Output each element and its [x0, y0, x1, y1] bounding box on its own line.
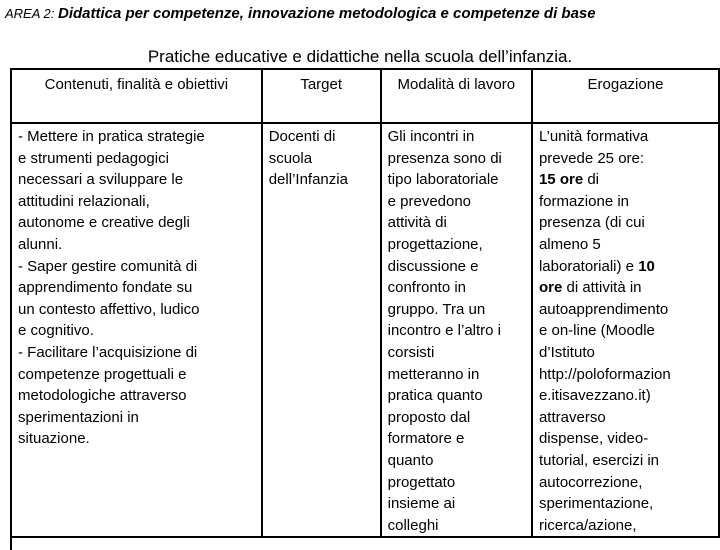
course-table	[10, 68, 720, 550]
modalita-text: Gli incontri in presenza sono di tipo laboratoriale e prevedono attività di progettazione, discussione e confronto in gruppo. Tra un incontro e l’altro i corsisti metteranno in pratica quanto proposto dal formatore e quanto progettato insieme ai colleghi	[387, 128, 502, 534]
contenuti-text: - Mettere in pratica strategie e strumenti pedagogici necessari a sviluppare le attitudini relazionali, autonome e creative degli alunni. - Saper gestire comunità di apprendimento fondate su un contesto affettivo, ludico e cognitivo. - Facilitare l’acquisizione di competenze progettuali e metodologiche attraverso sperimentazioni in situazione.	[18, 128, 205, 448]
erogazione-bold-1: 15 ore	[538, 171, 584, 189]
erogazione-part-1: L’unità formativa prevede 25 ore:	[538, 128, 649, 167]
erogazione-bold-2: 10 ore	[538, 257, 655, 297]
area-prefix: AREA 2:	[5, 6, 58, 21]
header-erogazione: Erogazione	[532, 70, 719, 123]
header-contenuti: Contenuti, finalità e obiettivi	[12, 70, 262, 123]
area-title-text: Didattica per competenze, innovazione metodologica e competenze di base	[57, 5, 596, 22]
page-subtitle: Pratiche educative e didattiche nella scuola dell’infanzia.	[147, 47, 573, 66]
erogazione-part-2: di formazione in presenza (di cui almeno 5 laboratoriali) e	[538, 171, 645, 275]
cell-target	[262, 123, 381, 537]
table-row	[12, 123, 719, 537]
cell-erogazione	[532, 123, 719, 537]
table-header-row	[12, 70, 719, 123]
header-modalita: Modalità di lavoro	[381, 70, 532, 123]
cell-modalita	[381, 123, 532, 537]
cell-contenuti	[12, 123, 262, 537]
area-title	[5, 5, 717, 22]
header-target: Target	[262, 70, 381, 123]
erogazione-text	[539, 126, 712, 536]
target-text: Docenti di scuola dell’Infanzia	[268, 128, 348, 189]
erogazione-part-3: di attività in autoapprendimento e on-line (Moodle d’Istituto http://poloformazion e.itisavezzano.it) attraverso dispense, video- tutorial, esercizi in autocorrezione, sperimentazione, ricerca/azione,	[538, 279, 671, 534]
